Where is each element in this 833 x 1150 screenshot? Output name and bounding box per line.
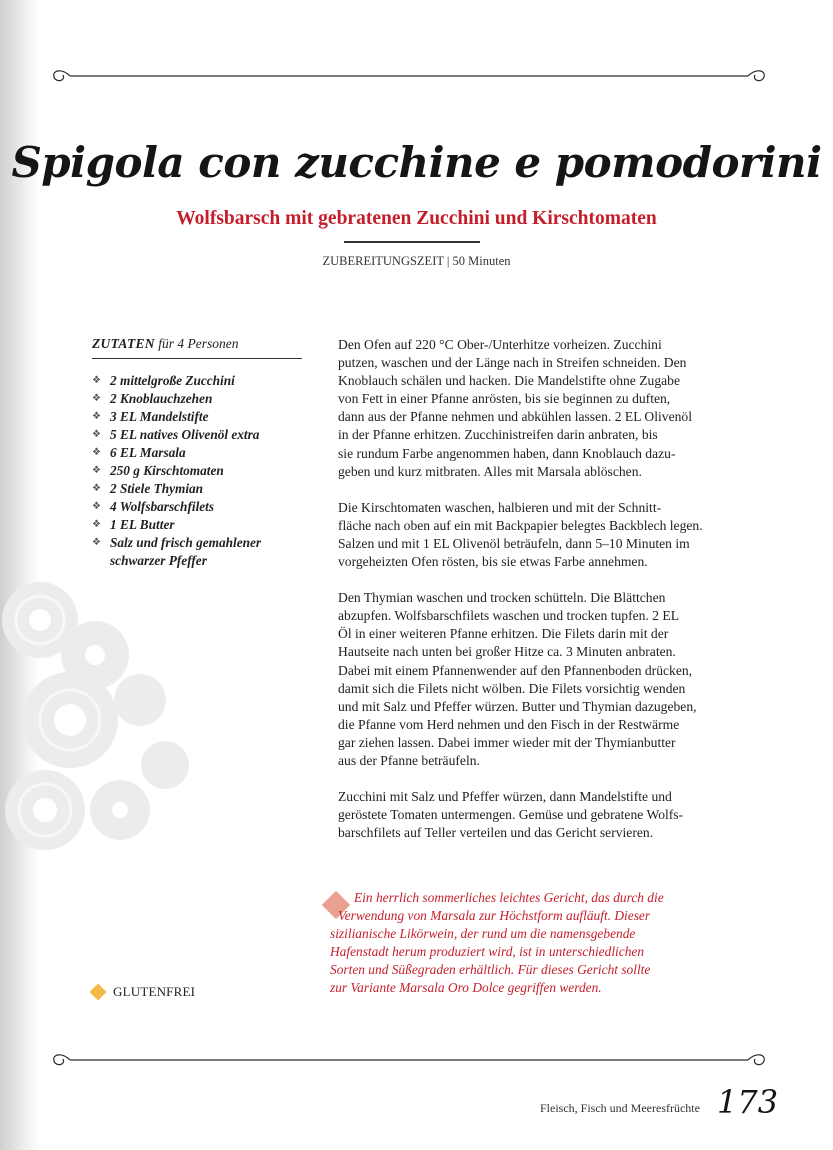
ingredient-item [92,462,302,480]
ingredient-item [92,426,302,444]
ingredient-text: 4 Wolfsbarschfilets [110,499,215,514]
instruction-line: Die Kirschtomaten waschen, halbieren und mit der Schnitt- [338,499,662,515]
title-divider [344,241,480,243]
instruction-line: putzen, waschen und der Länge nach in Streifen schneiden. Den [338,355,687,371]
instruction-line: Den Ofen auf 220 °C Ober-/Unterhitze vorheizen. Zucchini [338,337,662,352]
instruction-line: in der Pfanne erhitzen. Zucchinistreifen darin anbraten, bis [338,427,658,443]
instruction-line: Knoblauch schälen und hacken. Die Mandelstifte ohne Zugabe [338,373,680,389]
diamond-bullet-icon: ❖ [92,411,101,422]
instruction-line: die Pfanne vom Herd nehmen und den Fisch in der Restwärme [338,716,680,732]
bottom-ornamental-rule [48,1050,770,1070]
ingredient-text: Salz und frisch gemahlener [110,535,262,550]
diamond-bullet-icon: ❖ [92,519,101,530]
ingredient-text: 2 mittelgroße Zucchini [110,373,235,388]
tip-text [322,889,742,998]
ingredient-item [92,516,302,534]
instruction-line: Dabei mit einem Pfannenwender auf den Pfannenboden drücken, [338,662,693,678]
ingredient-item [92,534,302,552]
ingredient-item [92,444,302,462]
ingredient-text: 6 EL Marsala [110,445,186,460]
diamond-bullet-icon: ❖ [92,429,101,440]
instruction-line: geben und kurz mitbraten. Alles mit Marsala ablöschen. [338,463,642,479]
recipe-subtitle: Wolfsbarsch mit gebratenen Zucchini und Kirschtomaten [176,208,657,229]
diamond-bullet-icon: ❖ [92,537,101,548]
gluten-free-label: GLUTENFREI [113,984,196,999]
ingredient-text: 1 EL Butter [110,517,175,532]
ingredient-text: 2 Knoblauchzehen [110,391,213,406]
ingredients-list [92,372,302,570]
instruction-line: Hautseite nach unten bei großer Hitze ca. 3 Minuten anbraten. [338,644,676,660]
instruction-line: barschfilets auf Teller verteilen und das Gericht servieren. [338,825,654,841]
ingredients-heading-label: ZUTATEN [92,336,155,351]
ingredient-text: 5 EL natives Olivenöl extra [110,427,260,442]
ingredient-item [92,372,302,390]
ingredients-heading [92,336,302,359]
instruction-line: dann aus der Pfanne nehmen und abkühlen lassen. 2 EL Olivenöl [338,409,692,425]
diamond-bullet-icon: ❖ [92,393,101,404]
ingredient-item [92,552,302,570]
instruction-line: damit sich die Filets nicht wölben. Die Filets vorsichtig wenden [338,680,686,696]
tip-line: Verwendung von Marsala zur Höchstform aufläuft. Dieser [338,908,651,924]
instruction-line: sie rundum Farbe angenommen haben, dann Knoblauch dazu- [338,445,676,461]
instruction-paragraph [338,589,738,770]
ingredient-item [92,480,302,498]
diamond-bullet-icon: ❖ [92,483,101,494]
tip-line: zur Variante Marsala Oro Dolce gegriffen werden. [330,980,602,996]
recipe-title: Spigola con zucchine e pomodorini [11,138,822,187]
ingredient-text: 2 Stiele Thymian [110,481,204,496]
instruction-paragraph [338,336,738,481]
ingredients-servings: für 4 Personen [158,336,239,351]
ingredient-text: 3 EL Mandelstifte [110,409,209,424]
instruction-line: Den Thymian waschen und trocken schütteln. Die Blättchen [338,590,666,606]
footer-section-title: Fleisch, Fisch und Meeresfrüchte [540,1101,700,1115]
instruction-line: von Fett in einer Pfanne anrösten, bis sie beginnen zu duften, [338,391,671,407]
instruction-paragraph [338,499,738,571]
tip-line: Hafenstadt herum produziert wird, ist in unterschiedlichen [330,944,645,960]
instruction-line: vorgeheizten Ofen rösten, bis sie etwas Farbe annehmen. [338,554,648,570]
instruction-line: geröstete Tomaten untermengen. Gemüse und gebratene Wolfs- [338,807,684,823]
diamond-bullet-icon: ❖ [92,465,101,476]
ingredient-item [92,408,302,426]
ingredient-item [92,498,302,516]
tip-box [322,889,742,998]
instruction-line: Zucchini mit Salz und Pfeffer würzen, dann Mandelstifte und [338,789,672,805]
ingredient-item [92,390,302,408]
tip-line: sizilianische Likörwein, der rund um die namensgebende [330,926,636,942]
instruction-line: Salzen und mit 1 EL Olivenöl beträufeln, dann 5–10 Minuten im [338,535,690,551]
prep-time: ZUBEREITUNGSZEIT | 50 Minuten [322,254,511,268]
diamond-bullet-icon: ❖ [92,501,101,512]
tip-line: Ein herrlich sommerliches leichtes Gericht, das durch die [354,890,664,905]
diamond-bullet-icon: ❖ [92,447,101,458]
instruction-line: und mit Salz und Pfeffer würzen. Butter und Thymian dazugeben, [338,698,697,714]
ingredient-text: schwarzer Pfeffer [110,553,207,568]
instruction-line: gar ziehen lassen. Dabei immer wieder mit der Thymianbutter [338,734,676,750]
instruction-line: Öl in einer weiteren Pfanne erhitzen. Die Filets darin mit der [338,626,669,642]
diamond-bullet-icon: ❖ [92,375,101,386]
diamond-icon [90,984,107,1001]
tip-line: Sorten und Süßegraden erhältlich. Für dieses Gericht sollte [330,962,651,978]
gluten-free-badge [92,984,195,1000]
instruction-line: aus der Pfanne beträufeln. [338,752,480,768]
instructions [338,336,738,860]
instruction-line: abzupfen. Wolfsbarschfilets waschen und trocken tupfen. 2 EL [338,608,680,624]
ingredient-text: 250 g Kirschtomaten [110,463,224,478]
instruction-paragraph [338,788,738,842]
page-number: 173 [717,1083,779,1121]
instruction-line: fläche nach oben auf ein mit Backpapier belegtes Backblech legen. [338,517,703,533]
ingredients-panel [92,336,302,570]
top-ornamental-rule [48,66,770,86]
floral-ornament-icon [0,560,200,880]
